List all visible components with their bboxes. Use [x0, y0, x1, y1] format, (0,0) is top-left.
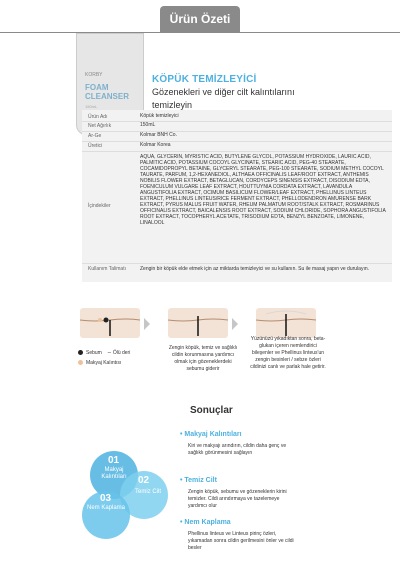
- table-value: AQUA, GLYCERIN, MYRISTIC ACID, BUTYLENE GLYCOL, POTASSIUM HYDROXIDE, LAURIC ACID, PALMITIC ACID, POTASSIUM COCOYL GLYCINATE, STEARIC ACID, PEG-40 STEARATE, COCAMIDOPROPYL BETAINE, GLYCERYL STEARATE, PEG-100 STEARATE, SODIUM METHYL COCOYL TAURATE, PARFUM, 1,2-HEXANEDIOL, ALTHAEA OFFICINALIS LEAF/ROOT EXTRACT, ANTHEMIS NOBILIS FLOWER EXTRACT, BETAGLUCAN, CORDYCEPS SINENSIS EXTRACT, DISODIUM EDTA, FOENICULUM VULGARE LEAF EXTRACT, HOUTTUYNIA CORDATA EXTRACT, LAVANDULA ANGUSTIFOLIA EXTRACT, OCIMUM BASILICUM FLOWER/LEAF EXTRACT, PHELLINUS LINTEUS EXTRACT, PHELLINUS LINTEUS/RICE FERMENT EXTRACT, PHELLODENDRON AMURENSE BARK EXTRACT, PYRUS MALUS FRUIT WATER, RHEUM PALMATUM ROOT/STALK EXTRACT, ROSMARINUS OFFICINALIS EXTRACT, BAICALENSIS ROOT EXTRACT, SODIUM CHLORIDE, SOPHORA ANGUSTIFOLIA ROOT EXTRACT, TOCOPHERYL ACETATE, TRISODIUM EDTA, BENZYL BENZOATE, LIMONENE, LINALOOL: [140, 154, 386, 226]
- page-title: Ürün Özeti: [160, 6, 240, 32]
- table-value: 150mL: [140, 122, 156, 128]
- result-body-2: Zengin köpük, sebumu ve gözeneklerin kirini temizler. Cildi arındırmaya ve tazelemeye yardımcı olur: [188, 489, 287, 509]
- result-head-2-text: Temiz Cilt: [184, 477, 217, 484]
- result-head-3: • Nem Kaplama: [180, 519, 231, 526]
- skin-legend: [78, 350, 130, 366]
- intro-line2: temizleyin: [152, 100, 193, 110]
- result-num-3: 03: [100, 493, 112, 504]
- table-value: Zengin bir köpük elde etmek için az miktarda temizleyici ve su kullanın. Su ile masaj yapın ve durulayın.: [140, 266, 369, 272]
- result-body-1: Kiri ve makyajı arındırın, cildin daha genç ve sağlıklı görünmesini sağlayın: [188, 443, 287, 456]
- legend-dead-skin: Ölü deri: [112, 350, 131, 356]
- arrow-icon: [232, 318, 238, 330]
- sebum-dot-icon: [78, 350, 83, 355]
- skin-panel-svg: [256, 308, 316, 338]
- skin-panel-1: [80, 308, 140, 338]
- table-value: Köpük temizleyici: [140, 113, 179, 119]
- arrow-icon: [144, 318, 150, 330]
- table-label: Ürün Adı: [88, 114, 108, 120]
- legend-makeup: Makyaj Kalıntısı: [86, 360, 122, 366]
- tube-sub: 150mL: [85, 104, 98, 109]
- description-moisture: Yüzünüzü yıkadıktan sonra, beta-glukan içeren nemlendirici bileşenler ve Phellinus linteus'un zengin besinleri / sebze özleri cildinizi canlı ve parlak hale getirir.: [250, 336, 326, 370]
- result-label-2: Temiz Cilt: [134, 489, 161, 495]
- results-title: Sonuçlar: [190, 405, 233, 416]
- skin-panel-svg: [168, 308, 228, 338]
- product-info-table: [82, 110, 392, 282]
- skin-panel-svg: [80, 308, 140, 338]
- skin-panel-2: [168, 308, 228, 338]
- result-head-2: • Temiz Cilt: [180, 477, 217, 484]
- skin-panel-3: [256, 308, 316, 338]
- table-row: [82, 151, 392, 264]
- result-head-1: • Makyaj Kalıntıları: [180, 431, 242, 438]
- result-head-1-text: Makyaj Kalıntıları: [184, 431, 242, 438]
- table-row: [82, 263, 392, 281]
- hero: [0, 33, 400, 113]
- result-num-1: 01: [108, 455, 120, 466]
- result-label-1: Makyaj Kalıntıları: [101, 467, 127, 480]
- result-head-3-text: Nem Kaplama: [184, 519, 231, 526]
- table-label: Net Ağırlık: [88, 123, 112, 129]
- legend-sebum: Sebum: [86, 350, 102, 356]
- table-label: Üretici: [88, 143, 103, 149]
- results-section: [80, 397, 390, 562]
- dead-skin-wave-icon: ∼: [107, 350, 112, 356]
- tube-line2: CLEANSER: [85, 92, 130, 101]
- result-body-3: Phellinus linteus ve Linteus pirinç özleri, yıkamadan sonra cildin gerilmesini önler ve cildi besler: [188, 531, 294, 551]
- makeup-dot-icon: [78, 360, 83, 365]
- product-title: KÖPÜK TEMİZLEYİCİ: [152, 74, 257, 85]
- legend-row: [78, 350, 130, 356]
- table-label: İçindekiler: [88, 203, 111, 209]
- tube-brand-text: KORBY: [85, 72, 103, 78]
- table-label: Ar-Ge: [88, 133, 102, 139]
- result-label-3: Nem Kaplama: [86, 505, 125, 511]
- tube-line1: FOAM: [85, 83, 109, 92]
- description-cleansing: Zengin köpük, temiz ve sağlıklı cildin korunmasına yardımcı olmak için gözeneklerdeki sebumu giderir: [168, 345, 238, 372]
- result-num-2: 02: [138, 475, 150, 486]
- table-value: Kolmar Korea: [140, 142, 171, 148]
- intro-line1: Gözenekleri ve diğer cilt kalıntılarını: [152, 87, 295, 97]
- legend-row: [78, 360, 130, 366]
- table-value: Kolmar BNH Co.: [140, 132, 177, 138]
- table-label: Kullanım Talimatı: [88, 266, 126, 272]
